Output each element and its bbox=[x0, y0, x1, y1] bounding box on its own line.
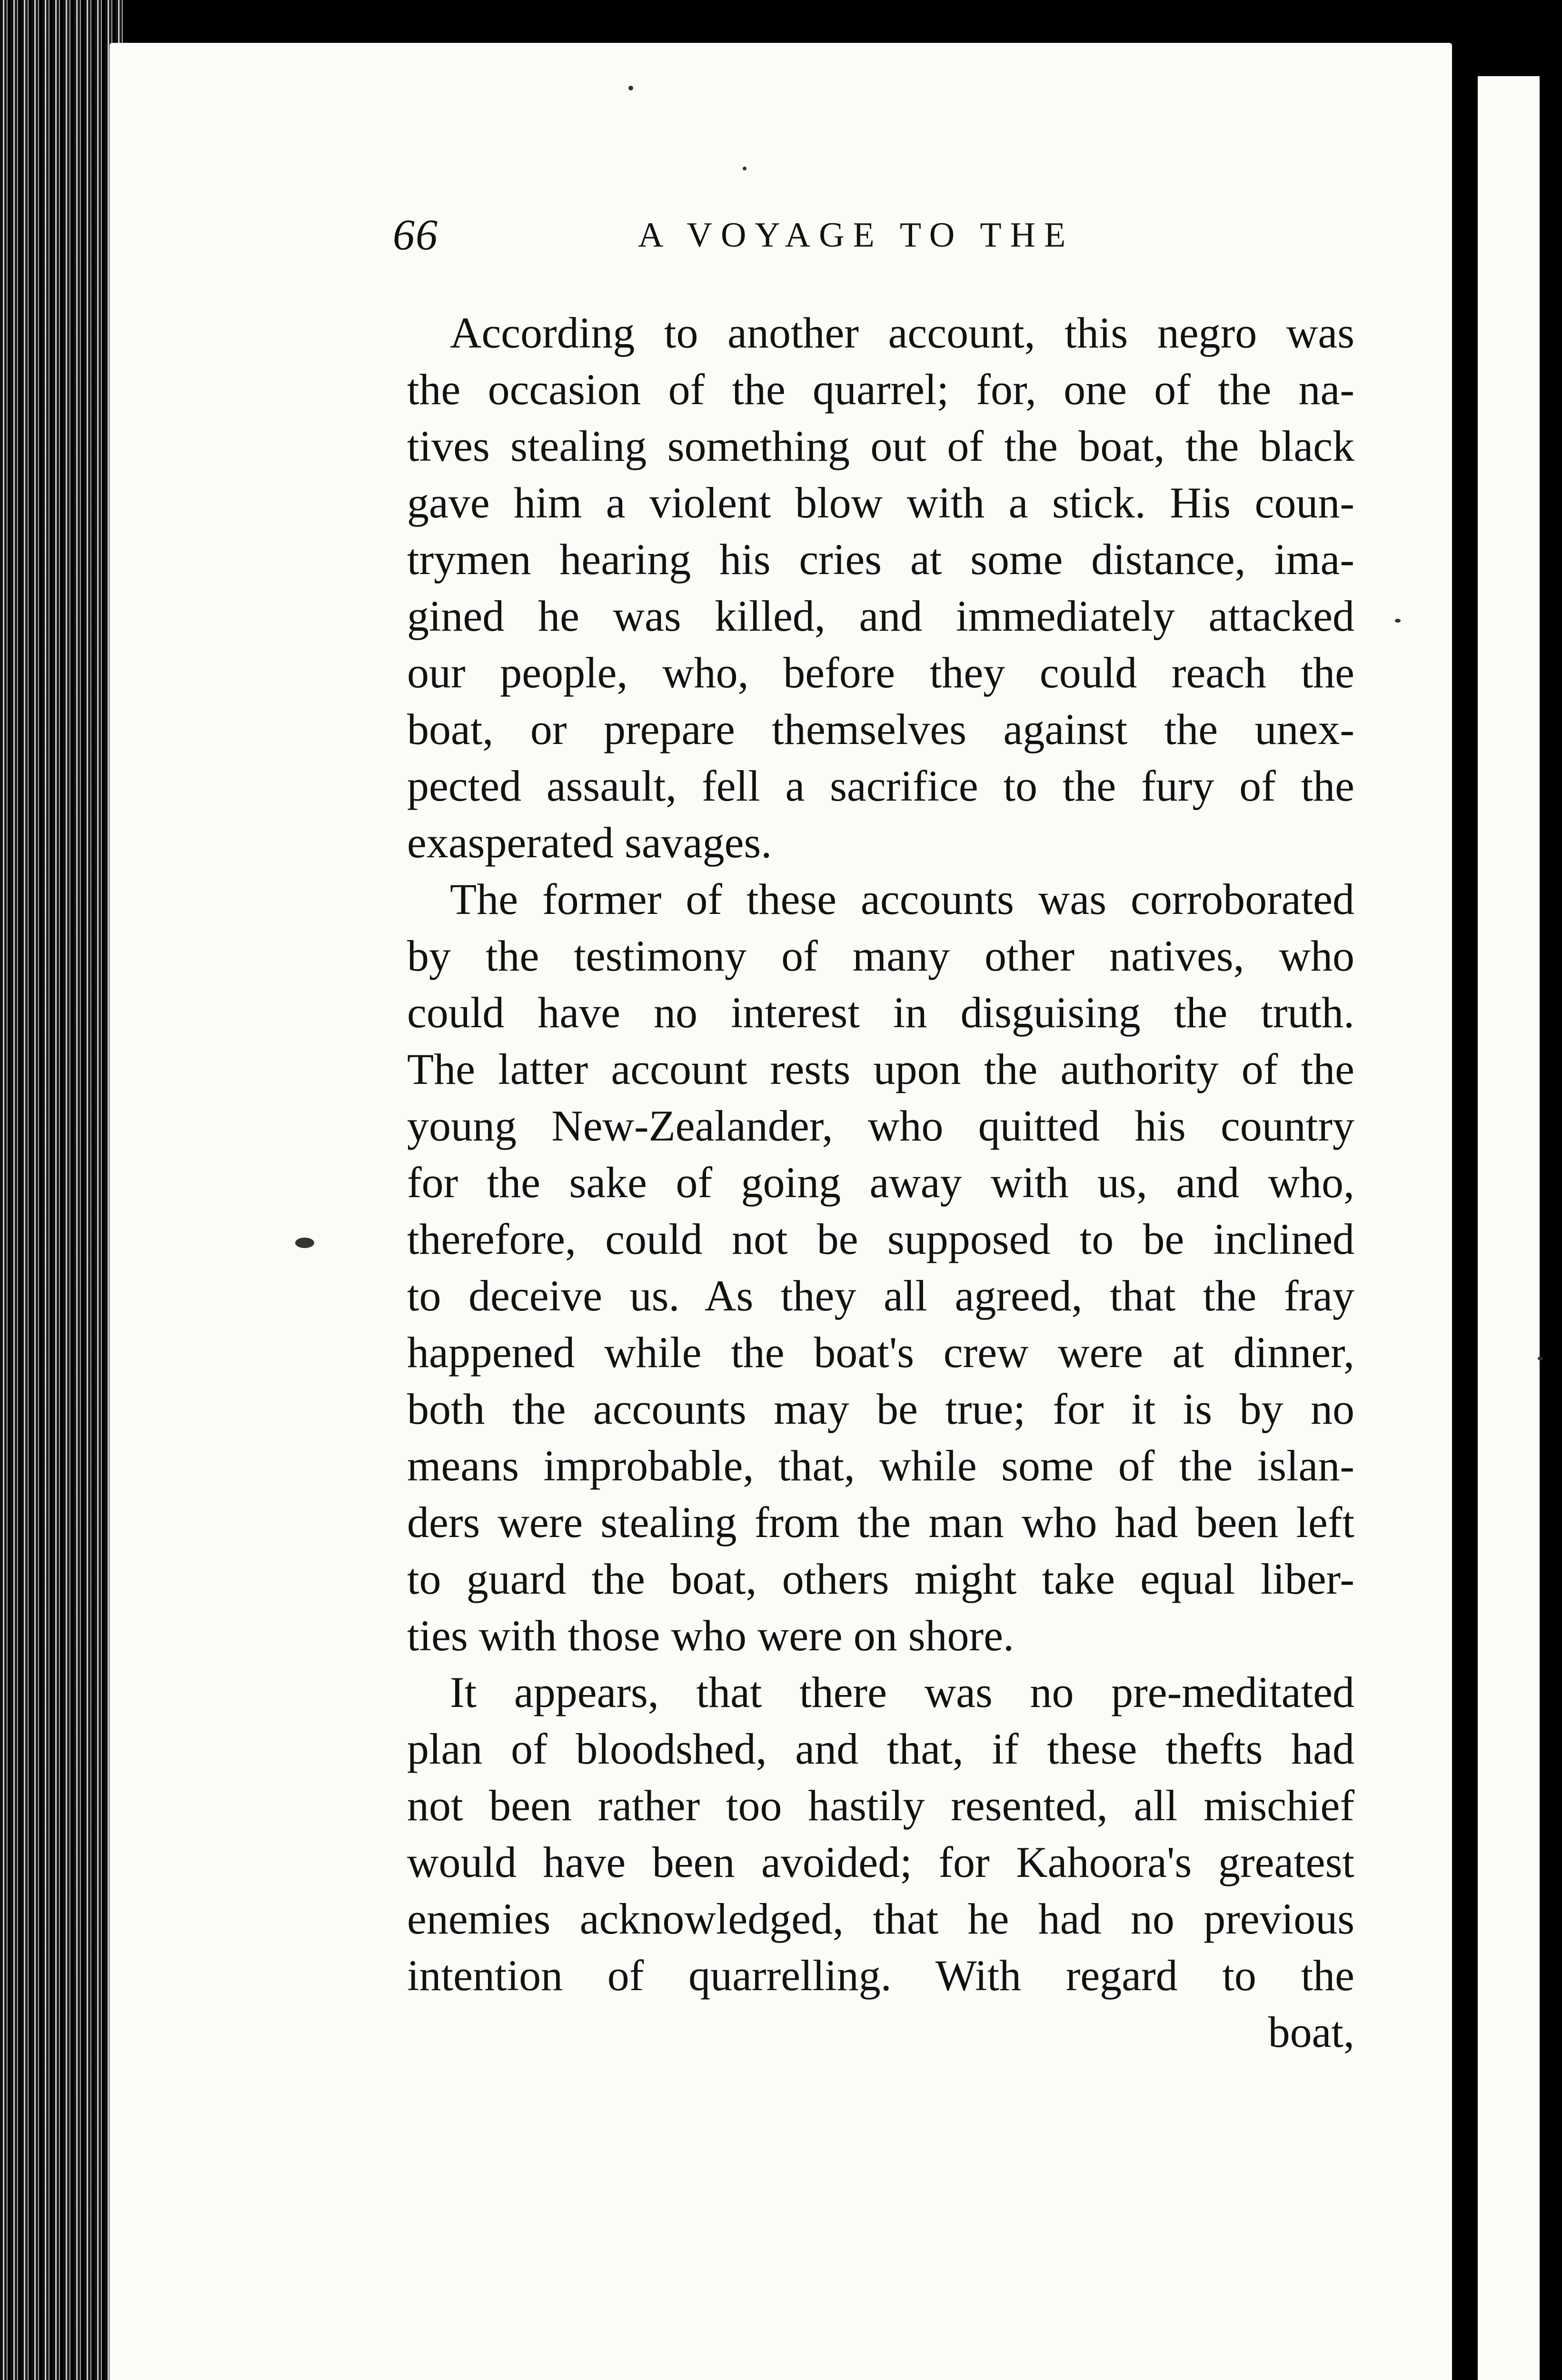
text-line: plan of bloodshed, and that, if these thefts had bbox=[407, 1725, 1354, 1773]
catchword: boat, bbox=[1268, 2008, 1354, 2056]
text-line: The latter account rests upon the authority of the bbox=[407, 1045, 1354, 1093]
text-line: happened while the boat's crew were at dinner, bbox=[407, 1328, 1354, 1377]
text-line: to deceive us. As they all agreed, that the fray bbox=[407, 1271, 1354, 1320]
book-binding-edge bbox=[0, 0, 124, 2380]
scan-speck bbox=[295, 1238, 314, 1248]
text-line: According to another account, this negro was bbox=[450, 308, 1354, 357]
text-line: exasperated savages. bbox=[407, 818, 772, 867]
scan-speck bbox=[1538, 1357, 1542, 1360]
text-line: both the accounts may be true; for it is by no bbox=[407, 1385, 1354, 1433]
scan-speck bbox=[1395, 619, 1401, 623]
text-line: gined he was killed, and immediately attacked bbox=[407, 592, 1354, 640]
text-line: means improbable, that, while some of the islan- bbox=[407, 1441, 1354, 1490]
text-line: could have no interest in disguising the truth. bbox=[407, 988, 1354, 1037]
text-line: therefore, could not be supposed to be inclined bbox=[407, 1215, 1354, 1263]
text-line: by the testimony of many other natives, who bbox=[407, 932, 1354, 980]
paragraph bbox=[407, 1664, 1354, 2004]
text-line: intention of quarrelling. With regard to the bbox=[407, 1951, 1354, 2000]
text-line: gave him a violent blow with a stick. His coun- bbox=[407, 478, 1354, 527]
text-line: not been rather too hastily resented, all mischief bbox=[407, 1781, 1354, 1830]
text-line: pected assault, fell a sacrifice to the fury of the bbox=[407, 762, 1354, 810]
text-line: for the sake of going away with us, and who, bbox=[407, 1158, 1354, 1207]
text-line: our people, who, before they could reach the bbox=[407, 648, 1354, 697]
text-line: ders were stealing from the man who had been left bbox=[407, 1498, 1354, 1547]
text-line: enemies acknowledged, that he had no previous bbox=[407, 1894, 1354, 1943]
facing-page-edge bbox=[1471, 76, 1540, 2380]
text-line: young New-Zealander, who quitted his country bbox=[407, 1101, 1354, 1150]
page-number: 66 bbox=[393, 210, 438, 259]
text-line: It appears, that there was no pre-meditated bbox=[450, 1668, 1354, 1716]
text-line: boat, or prepare themselves against the unex- bbox=[407, 705, 1354, 754]
paragraph bbox=[407, 305, 1354, 871]
scan-speck bbox=[743, 167, 746, 170]
page-header bbox=[393, 209, 1354, 267]
paragraph bbox=[407, 871, 1354, 1664]
text-line: to guard the boat, others might take equal liber- bbox=[407, 1555, 1354, 1603]
scan-speck bbox=[628, 86, 633, 90]
text-line: would have been avoided; for Kahoora's greatest bbox=[407, 1838, 1354, 1886]
body-text bbox=[407, 305, 1354, 2056]
text-line: ties with those who were on shore. bbox=[407, 1611, 1014, 1660]
text-line: the occasion of the quarrel; for, one of the na- bbox=[407, 365, 1354, 414]
text-line: The former of these accounts was corroborated bbox=[450, 875, 1354, 923]
text-line: tives stealing something out of the boat, the black bbox=[407, 422, 1354, 470]
text-line: trymen hearing his cries at some distance, ima- bbox=[407, 535, 1354, 584]
running-title: A VOYAGE TO THE bbox=[638, 216, 1074, 255]
